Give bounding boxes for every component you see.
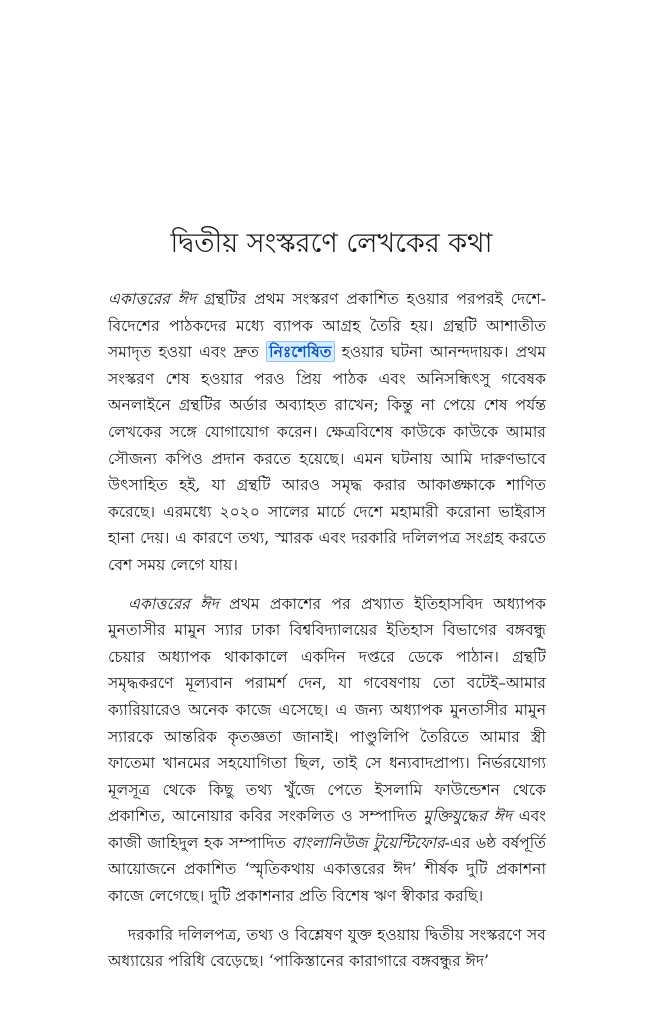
page-title: দ্বিতীয় সংস্করণে লেখকের কথা <box>170 228 493 259</box>
publication-name-italic: বাংলানিউজ টুয়েন্টিফোর <box>291 833 445 852</box>
book-title-italic: একাত্তরের ঈদ <box>108 290 197 308</box>
paragraph-3-text: দরকারি দলিলপত্র, তথ্য ও বিশ্লেষণ যুক্ত হওয়ায় দ্বিতীয় সংস্করণে সব অধ্যায়ের পরিধি বেড়েছে। ‘পাকিস্তানের কারাগারে বঙ্গবন্ধুর ঈদ’ <box>108 925 546 971</box>
paragraph-3 <box>108 922 546 975</box>
book-title-italic: একাত্তরের ঈদ <box>128 594 219 613</box>
body-text <box>108 286 546 987</box>
book-title-italic: মুক্তিযুদ্ধের ঈদ <box>423 807 513 826</box>
paragraph-2-text-a: প্রথম প্রকাশের পর প্রখ্যাত ইতিহাসবিদ অধ্যাপক মুনতাসীর মামুন স্যার ঢাকা বিশ্ববিদ্যালয়ের ইতিহাস বিভাগের বঙ্গবন্ধু চেয়ার অধ্যাপক থাকাকালে একদিন দপ্তরে ডেকে পাঠান। গ্রন্থটি সমৃদ্ধকরণে মূল্যবান পরামর্শ দেন, যা গবেষণায় তো বটেই–আমার ক্যারিয়ারেও অনেক কাজে এসেছে। এ জন্য অধ্যাপক মুনতাসীর মামুন স্যারকে আন্তরিক কৃতজ্ঞতা জানাই। পাণ্ডুলিপি তৈরিতে আমার স্ত্রী ফাতেমা খানমের সহযোগিতা ছিল, তাই সে ধন্যবাদপ্রাপ্য। নির্ভরযোগ্য মূলসূত্র থেকে কিছু তথ্য খুঁজে পেতে ইসলামি ফাউন্ডেশন থেকে প্রকাশিত, আনোয়ার কবির সংকলিত ও সম্পাদিত <box>108 594 546 826</box>
paragraph-1-text-b: হওয়ার ঘটনা আনন্দদায়ক। প্রথম সংস্করণ শেষ হওয়ার পরও প্রিয় পাঠক এবং অনিসন্ধিৎসু গবেষক অনলাইনে গ্রন্থটির অর্ডার অব্যাহত রাখেন; কিন্তু না পেয়ে শেষ পর্যন্ত লেখকের সঙ্গে যোগাযোগ করেন। ক্ষেত্রবিশেষ কাউকে কাউকে আমার সৌজন্য কপিও প্রদান করতে হয়েছে। এমন ঘটনায় আমি দারুণভাবে উৎসাহিত হই, যা গ্রন্থটি আরও সমৃদ্ধ করার আকাঙ্ক্ষাকে শাণিত করেছে। এরমধ্যে ২০২০ সালের মার্চে দেশে মহামারী করোনা ভাইরাস হানা দেয়। এ কারণে তথ্য, স্মারক এবং দরকারি দলিলপত্র সংগ্রহ করতে বেশ সময় লেগে যায়। <box>108 343 546 574</box>
paragraph-2 <box>108 591 546 910</box>
paragraph-1-text-a: গ্রন্থটির প্রথম সংস্করণ প্রকাশিত হওয়ার পরপরই দেশে-বিদেশের পাঠকদের মধ্যে ব্যাপক আগ্রহ তৈরি হয়। গ্রন্থটি আশাতীত সমাদৃত হওয়া এবং দ্রুত <box>108 290 546 362</box>
paragraph-1 <box>108 286 546 579</box>
paragraph-2-text-c: -এর ৬ষ্ঠ বর্ষপূর্তি আয়োজনে প্রকাশিত ‘স্মৃতিকথায় একাত্তরের ঈদ’ শীর্ষক দুটি প্রকাশনা কাজে লেগেছে। দুটি প্রকাশনার প্রতি বিশেষ ঋণ স্বীকার করছি। <box>108 833 546 906</box>
highlighted-word[interactable]: নিঃশেষিত <box>266 341 334 362</box>
paragraph-2-text-b: এবং কাজী জাহিদুল হক সম্পাদিত <box>108 807 546 852</box>
